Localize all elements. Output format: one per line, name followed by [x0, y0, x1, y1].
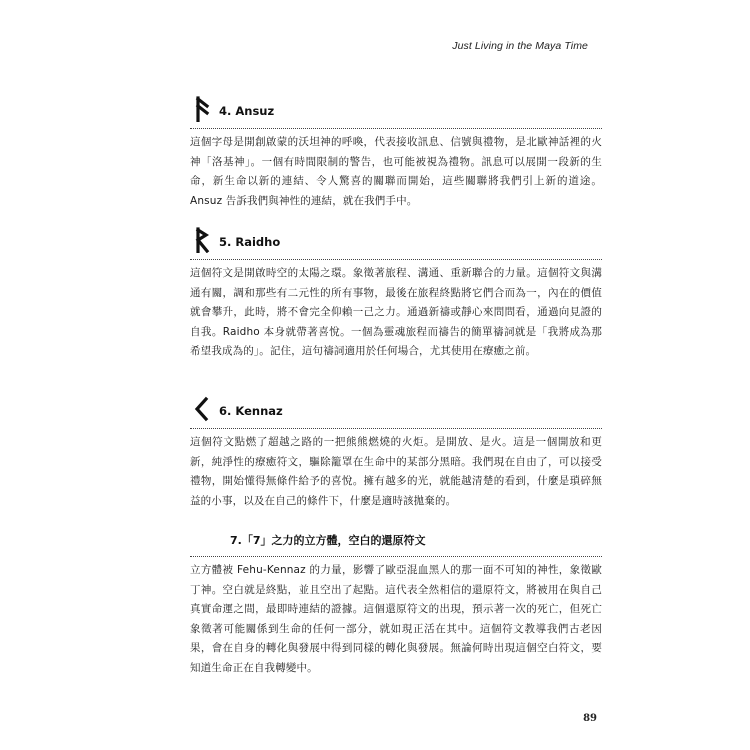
- dotted-divider: [190, 556, 602, 557]
- dotted-divider: [190, 259, 602, 260]
- paragraph: 這個符文點燃了超越之路的一把熊熊燃燒的火炬。是開放、是火。這是一個開放和更新，純淨性的療癒符文，驅除籠罩在生命中的某部分黑暗。我們現在自由了，可以接受禮物，開始懂得無條件給予的喜悅。擁有越多的光，就能越清楚的看到，什麼是瑣碎無益的小事，以及在自己的條件下，什麼是適時該拋棄的。: [190, 436, 602, 507]
- section-heading: [190, 394, 602, 424]
- dotted-divider: [190, 428, 602, 429]
- section-blank-rune: [190, 530, 602, 678]
- raidho-rune-icon: [190, 225, 214, 255]
- paragraph: 這個字母是開創啟蒙的沃坦神的呼喚，代表接收訊息、信號與禮物，是北歐神話裡的火神「洛基神」。一個有時間限制的警告，也可能被視為禮物。訊息可以展開一段新的生命，新生命以新的連結、令人驚喜的關聯而開始，這些關聯將我們引上新的道途。Ansuz 告訴我們與神性的連結，就在我們手中。: [190, 136, 602, 207]
- section-title: 6. Kennaz: [219, 403, 283, 418]
- running-header: Just Living in the Maya Time: [452, 40, 588, 52]
- paragraph: 這個符文是開啟時空的太陽之環。象徵著旅程、溝通、重新聯合的力量。這個符文與溝通有關，調和那些有二元性的所有事物，最後在旅程終點將它們合而為一，內在的價值就會攀升，此時，將不會完全仰賴一己之力。通過新禱或靜心來問問看，通過向見證的自我。Raidho 本身就帶著喜悅。一個為靈魂旅程而禱告的簡單禱詞就是「我將成為那希望我成為的」。記住，這句禱詞適用於任何場合，尤其使用在療癒之前。: [190, 267, 602, 357]
- section-heading: [190, 225, 602, 255]
- page-number: 89: [583, 713, 597, 724]
- section-ansuz: [190, 94, 602, 211]
- section-raidho: [190, 225, 602, 362]
- subsection-title: 7.「7」之力的立方體，空白的還原符文: [230, 534, 426, 547]
- section-kennaz: [190, 394, 602, 511]
- section-body: [190, 433, 602, 511]
- section-body: [190, 264, 602, 362]
- kennaz-rune-icon: [190, 394, 214, 424]
- section-heading: [190, 94, 602, 124]
- section-title: 5. Raidho: [219, 234, 281, 249]
- section-body: [190, 561, 602, 678]
- dotted-divider: [190, 128, 602, 129]
- section-body: [190, 133, 602, 211]
- ansuz-rune-icon: [190, 94, 214, 124]
- paragraph: 立方體被 Fehu-Kennaz 的力量，影響了歐亞混血黑人的那一面不可知的神性，象徵歐丁神。空白就是終點，並且空出了起點。這代表全然相信的還原符文，將被用在與自己真實命運之間，最即時連結的證據。這個還原符文的出現，預示著一次的死亡，但死亡象徵著可能關係到生命的任何一部分，就如現正活在其中。這個符文教導我們古老因果，會在自身的轉化與發展中得到同樣的轉化與發展。無論何時出現這個空白符文，要知道生命正在自我轉變中。: [190, 564, 602, 674]
- section-title: 4. Ansuz: [219, 103, 275, 118]
